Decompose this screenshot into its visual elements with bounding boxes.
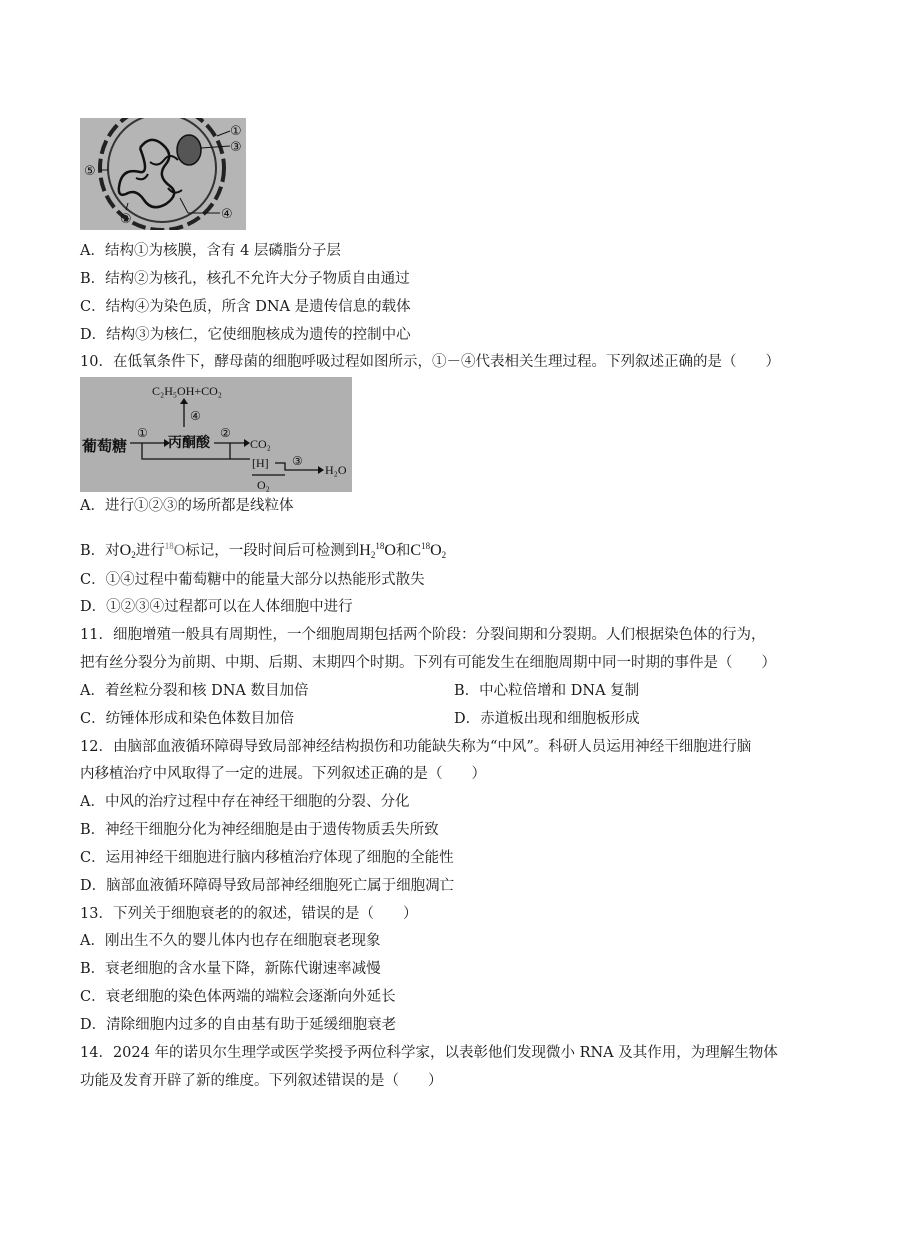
step-2: ② [220,426,231,440]
pyruvate-label: 丙酮酸 [168,435,210,451]
q10-b-mid: 进行 [135,543,165,559]
glucose-label: 葡萄糖 [82,437,128,455]
label-5: ⑤ [84,164,96,179]
o2-label: O₂ [257,478,270,492]
step-3: ③ [292,454,303,468]
q11-option-d: D．赤道板出现和细胞板形成 [454,711,640,727]
q10-option-c: C．①④过程中葡萄糖中的能量大部分以热能形式散失 [80,572,425,588]
q13-option-b: B．衰老细胞的含水量下降，新陈代谢速率减慢 [80,961,381,977]
q11-option-c: C．纺锤体形成和染色体数目加倍 [80,711,295,727]
q11-stem-line2: 把有丝分裂分为前期、中期、后期、末期四个时期。下列有可能发生在细胞周期中同一时期的事件是（ ） [80,655,776,671]
ethanol-label: C₂H₅OH+CO₂ [152,384,222,398]
q12-stem-line1: 12．由脑部血液循环障碍导致局部神经结构损伤和功能缺失称为“中风”。科研人员运用神经干细胞进行脑 [80,739,752,755]
q12-option-b: B．神经干细胞分化为神经细胞是由于遗传物质丢失所致 [80,822,439,838]
label-1: ① [230,124,242,139]
isotope-18o: $^{18}$O [164,541,186,559]
q12-stem-line2: 内移植治疗中风取得了一定的进展。下列叙述正确的是（ ） [80,766,486,782]
h-label: [H] [252,456,269,470]
q10-b-and: 和 [395,543,411,559]
o2-formula: $O_2$ [119,542,136,560]
c18o2-formula: $C^{18}O_2$ [410,541,447,560]
q11-stem-line1: 11．细胞增殖一般具有周期性，一个细胞周期包括两个阶段：分裂间期和分裂期。人们根据染色体的行为， [80,627,766,643]
respiration-diagram [80,377,352,492]
q10-b-mid2: 标记，一段时间后可检测到 [185,543,360,559]
label-3: ③ [230,140,242,155]
q13-option-c: C．衰老细胞的染色体两端的端粒会逐渐向外延长 [80,989,396,1005]
q13-stem: 13．下列关于细胞衰老的的叙述，错误的是（ ） [80,906,418,922]
nucleus-diagram [80,118,246,230]
respiration-figure [80,377,352,492]
q12-option-a: A．中风的治疗过程中存在神经干细胞的分裂、分化 [80,794,410,810]
q11-option-b: B．中心粒倍增和 DNA 复制 [454,683,640,699]
q10-option-d: D．①②③④过程都可以在人体细胞中进行 [80,599,353,615]
q10-stem: 10．在低氧条件下，酵母菌的细胞呼吸过程如图所示，①－④代表相关生理过程。下列叙述正确的是（ ） [80,354,780,370]
q11-option-a: A．着丝粒分裂和核 DNA 数目加倍 [80,683,309,699]
q14-stem-line2: 功能及发育开辟了新的维度。下列叙述错误的是（ ） [80,1073,443,1089]
q12-option-d: D．脑部血液循环障碍导致局部神经细胞死亡属于细胞凋亡 [80,878,455,894]
q9-option-a: A．结构①为核膜，含有 4 层磷脂分子层 [80,243,341,259]
label-4: ④ [221,207,233,222]
q12-option-c: C．运用神经干细胞进行脑内移植治疗体现了细胞的全能性 [80,850,454,866]
co2-label: CO₂ [250,437,271,451]
q14-stem-line1: 14．2024 年的诺贝尔生理学或医学奖授予两位科学家，以表彰他们发现微小 RNA 及其作用，为理解生物体 [80,1045,778,1061]
q13-option-d: D．清除细胞内过多的自由基有助于延缓细胞衰老 [80,1017,397,1033]
q13-option-a: A．刚出生不久的婴儿体内也存在细胞衰老现象 [80,933,381,949]
q10-option-a: A．进行①②③的场所都是线粒体 [80,498,294,514]
q10-option-b [80,536,446,565]
h2o18-formula: $H_2^{18}O$ [359,541,396,560]
q9-option-d: D．结构③为核仁，它使细胞核成为遗传的控制中心 [80,327,411,343]
q10-b-prefix: B．对 [80,543,120,559]
q9-option-c: C．结构④为染色质，所含 DNA 是遗传信息的载体 [80,299,411,315]
water-label: H₂O [325,463,347,477]
nucleus-figure [80,118,246,230]
step-4: ④ [190,409,201,423]
step-1: ① [137,426,148,440]
q9-option-b: B．结构②为核孔，核孔不允许大分子物质自由通过 [80,271,410,287]
label-2: ② [120,212,132,227]
